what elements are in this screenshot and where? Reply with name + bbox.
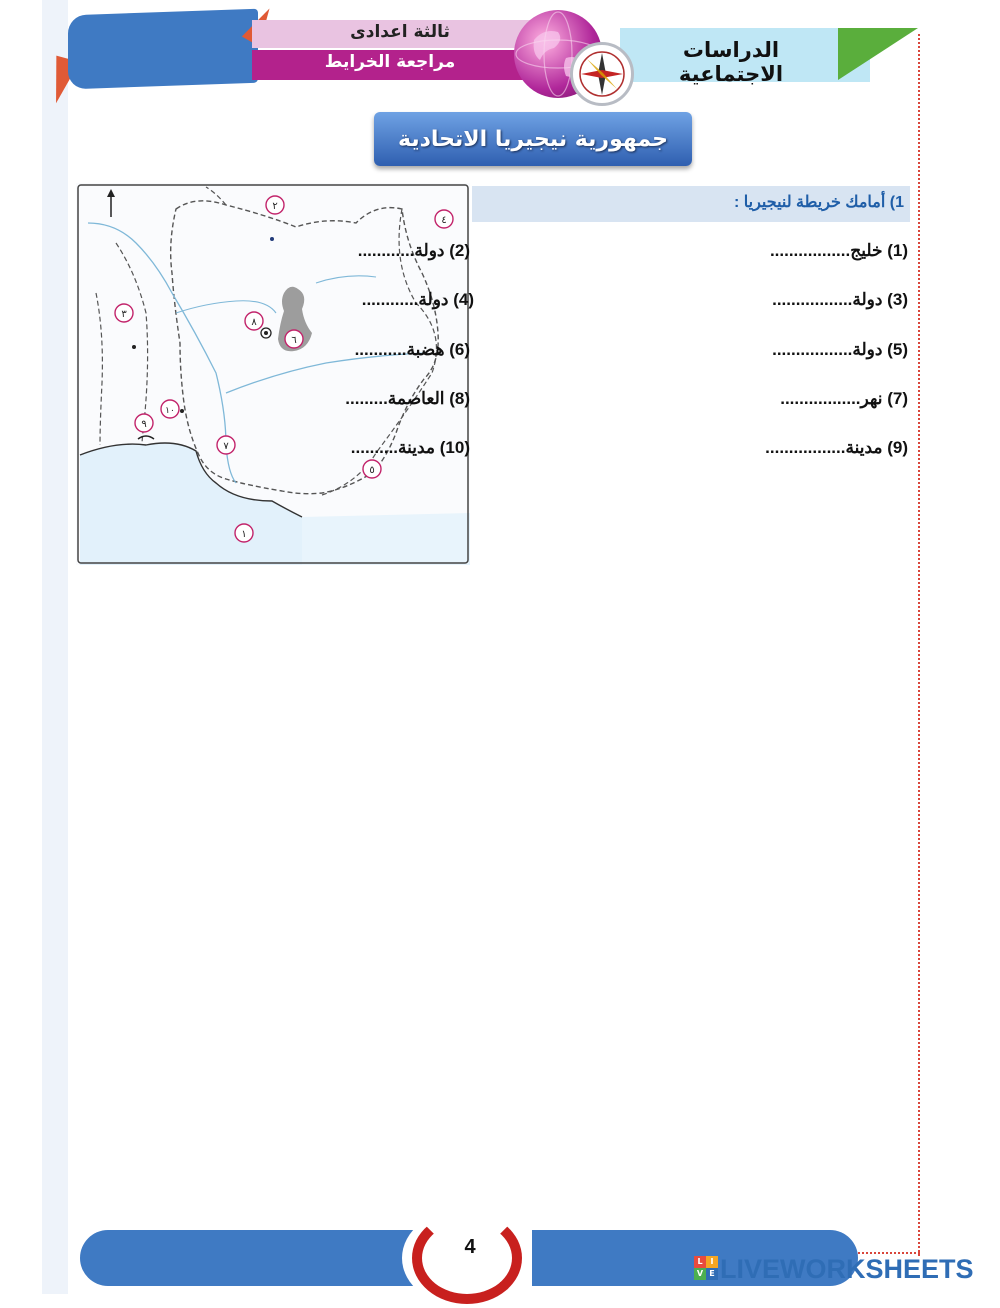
- review-label: مراجعة الخرايط: [324, 52, 456, 72]
- answer-item-6: (6) هضبة...........: [354, 340, 470, 359]
- logo-letter-e: E: [706, 1268, 718, 1280]
- map-label-8: ٨: [251, 317, 257, 328]
- grade-label: ثالثة اعدادى: [350, 22, 450, 42]
- answer-item-9: (9) مدينة.................: [765, 438, 908, 457]
- compass-icon: [570, 42, 634, 106]
- map-label-10: ١٠: [165, 406, 175, 416]
- answer-item-1: (1) خليج.................: [769, 241, 908, 260]
- liveworksheets-brand[interactable]: LIVEWORKSHEETS: [720, 1254, 974, 1284]
- liveworksheets-logo-icon: [694, 1256, 718, 1280]
- answer-item-5: (5) دولة.................: [772, 340, 908, 359]
- logo-letter-l: L: [694, 1256, 706, 1268]
- lesson-title-box: [374, 112, 692, 166]
- map-label-2: ٢: [272, 201, 278, 212]
- map-label-9: ٩: [141, 419, 147, 430]
- logo-letter-v: V: [694, 1268, 706, 1280]
- page-number: 4: [464, 1236, 476, 1258]
- footer-bar-left: [80, 1230, 430, 1286]
- map-label-6: ٦: [291, 335, 297, 346]
- map-label-1: ١: [241, 529, 247, 540]
- map-label-5: ٥: [369, 465, 375, 476]
- answer-item-7: (7) نهر.................: [780, 389, 908, 408]
- header-green-flag: [838, 28, 918, 80]
- lesson-title: جمهورية نيجيريا الاتحادية: [398, 126, 668, 152]
- question-heading: 1) أمامك خريطة لنيجيريا :: [733, 194, 904, 211]
- answer-item-10: (10) مدينة..........: [350, 438, 470, 457]
- map-label-4: ٤: [441, 215, 447, 226]
- page-border-dotted: [918, 34, 920, 1256]
- answer-item-4: (4) دولة............: [361, 290, 474, 309]
- map-label-7: ٧: [223, 441, 229, 452]
- map-label-3: ٣: [121, 309, 127, 320]
- header-blue-tab: [68, 9, 258, 90]
- answer-item-8: (8) العاصمة.........: [345, 389, 470, 408]
- question-heading-bar: [472, 186, 910, 222]
- left-margin-strip: [42, 0, 68, 1294]
- subject-title: الدراسات الاجتماعية: [678, 38, 784, 86]
- answer-item-3: (3) دولة.................: [772, 290, 908, 309]
- logo-letter-i: I: [706, 1256, 718, 1268]
- answer-item-2: (2) دولة............: [357, 241, 470, 260]
